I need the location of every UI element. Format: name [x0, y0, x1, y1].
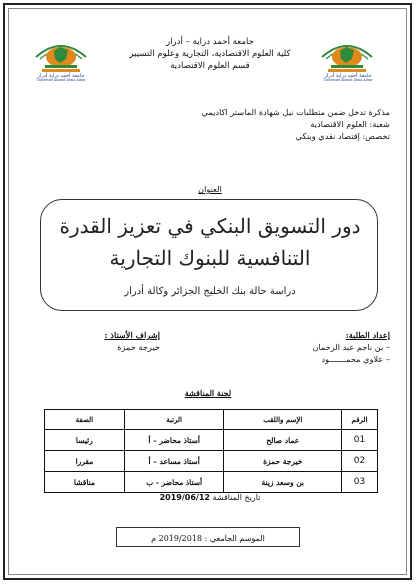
- defense-date-label: تاريخ المناقشة: [212, 493, 261, 502]
- header-rank: الرتبة: [124, 410, 224, 430]
- header-number: الرقم: [342, 410, 378, 430]
- defense-date: [130, 493, 290, 502]
- defense-date-value: 2019/06/12: [159, 493, 210, 502]
- thesis-info: [150, 106, 390, 142]
- committee-table: [44, 409, 378, 493]
- thesis-title: [50, 210, 370, 274]
- header-block: [110, 36, 310, 72]
- member-rank: أستاذ مساعد – أ: [124, 451, 224, 472]
- supervisor-label: إشراف الأستاذ :: [104, 330, 160, 340]
- academic-season: [118, 534, 298, 543]
- season-value: 2019/2018 م: [151, 534, 203, 543]
- header-name: الإسم واللقب: [224, 410, 342, 430]
- member-name: بن وسعد زينة: [224, 472, 342, 493]
- header-role: الصفة: [45, 410, 125, 430]
- table-row: [45, 472, 378, 493]
- member-name: خيرجة حمزة: [224, 451, 342, 472]
- left-logo-caption: جامعة أحمد دراية أدرار Université Ahmed Draia Adrar: [36, 73, 86, 82]
- students-label: إعداد الطلبة:: [345, 330, 390, 340]
- department-name: قسم العلوم الاقتصادية: [170, 61, 250, 71]
- member-rank: أستاذ محاضر - ب: [124, 472, 224, 493]
- thesis-intro: مذكرة تدخل ضمن متطلبات نيل شهادة الماستر اكاديمي: [201, 107, 390, 117]
- committee-title: لجنة المناقشة: [184, 388, 232, 398]
- row-number: 02: [342, 451, 378, 472]
- students-block: [250, 329, 390, 365]
- student-name-1: – بن ناجم عبد الرحمان: [312, 342, 390, 352]
- row-number: 03: [342, 472, 378, 493]
- right-logo-caption: جامعة أحمد دراية أدرار Université Ahmed Draia Adrar: [323, 73, 373, 82]
- member-rank: أستاذ محاضر – أ: [124, 430, 224, 451]
- case-study: دراسة حالة بنك الخليج الجزائر وكالة أدرار: [124, 286, 296, 297]
- thesis-specialty: تخصص: إقتصاد نقدي وبنكي: [295, 131, 390, 141]
- thesis-title-line-1: دور التسويق البنكي في تعزيز القدرة: [59, 214, 361, 238]
- table-row: [45, 451, 378, 472]
- table-header-row: [45, 410, 378, 430]
- member-name: عماد صالح: [224, 430, 342, 451]
- thesis-branch: شعبة: العلوم الاقتصادية: [310, 119, 390, 129]
- member-role: مقررا: [45, 451, 125, 472]
- university-name: جامعة أحمد دراية – أدرار: [166, 37, 254, 47]
- supervisor-block: [50, 329, 160, 353]
- student-name-2: – علاوي محمـــــــود: [321, 354, 390, 364]
- title-label: العنوان: [198, 184, 222, 194]
- supervisor-name: خيرجة حمزة: [117, 342, 160, 352]
- table-row: [45, 430, 378, 451]
- thesis-title-line-2: التنافسية للبنوك التجارية: [109, 246, 311, 270]
- season-label: الموسم الجامعي :: [204, 534, 265, 543]
- member-role: رئيسا: [45, 430, 125, 451]
- row-number: 01: [342, 430, 378, 451]
- member-role: مناقشا: [45, 472, 125, 493]
- faculty-name: كلية العلوم الاقتصادية، التجارية وعلوم التسيير: [129, 49, 291, 59]
